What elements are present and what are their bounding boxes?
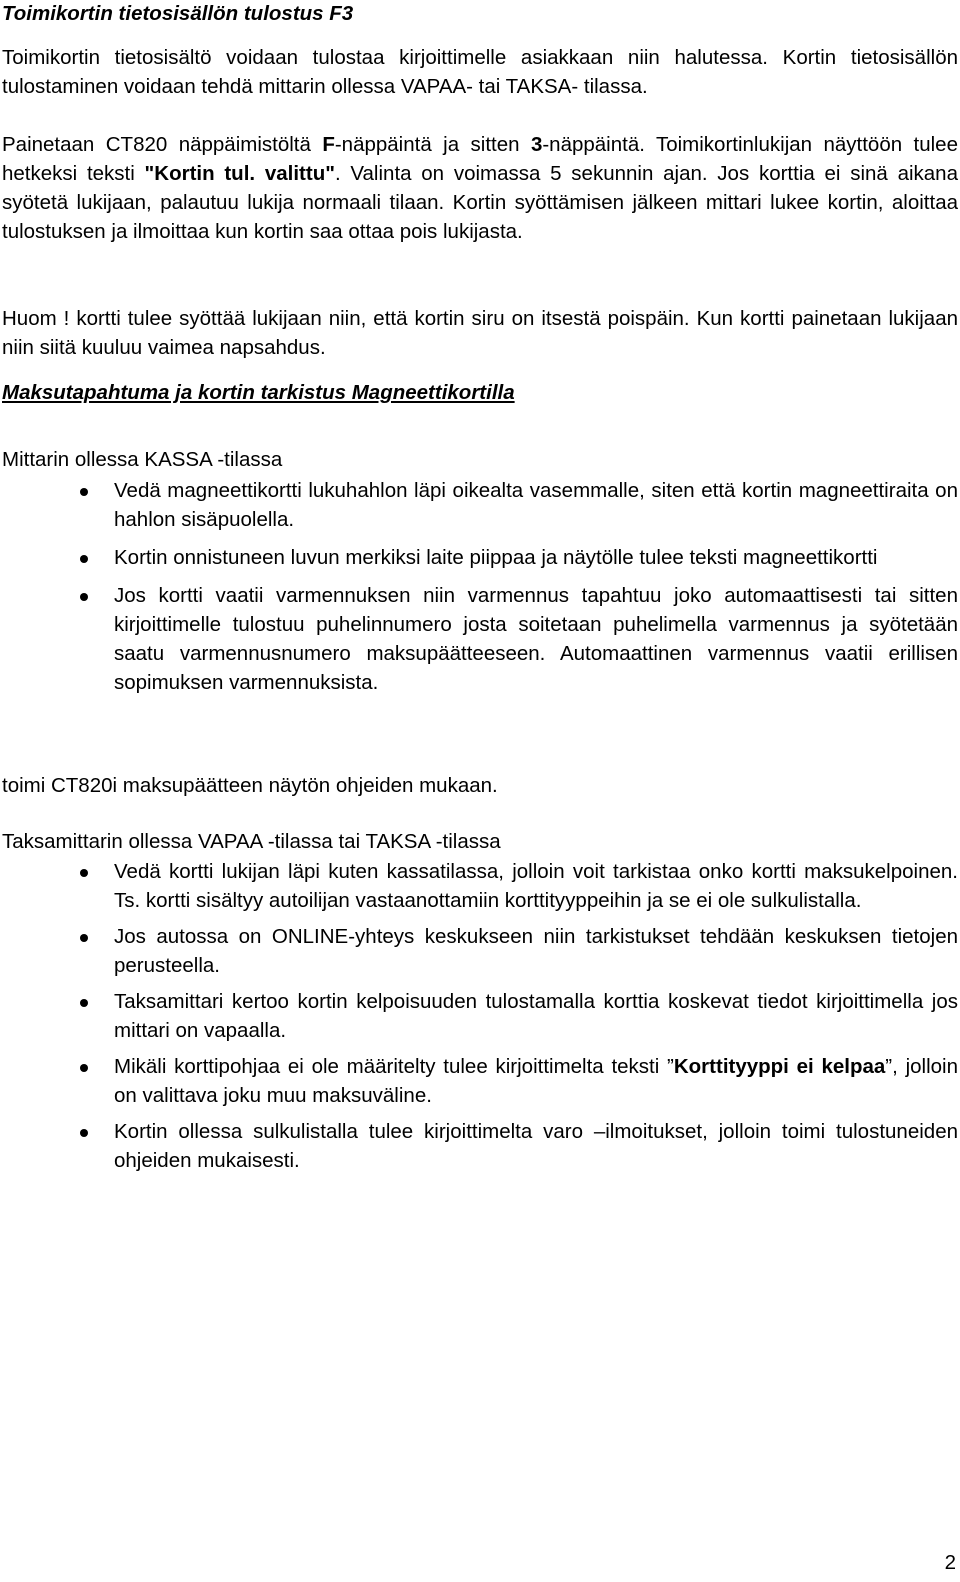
list-item bbox=[0, 581, 958, 697]
list-item bbox=[0, 543, 958, 572]
key-f: F bbox=[322, 133, 335, 156]
bullet-icon bbox=[80, 555, 88, 563]
list-item-text: Jos autossa on ONLINE-yhteys keskukseen niin tarkistukset tehdään keskuksen tietojen perusteella. bbox=[114, 925, 958, 977]
list-item bbox=[0, 1117, 958, 1175]
list-item-text: Vedä magneettikortti lukuhahlon läpi oikealta vasemmalle, siten että kortin magneettiraita on hahlon sisäpuolella. bbox=[114, 479, 958, 531]
bullet-icon bbox=[80, 869, 88, 877]
list-item-text: Jos kortti vaatii varmennuksen niin varmennus tapahtuu joko automaattisesti tai sitten kirjoittimelle tulostuu puhelinnumero josta soitetaan puhelimella varmennus ja syötetään saatu varmennusnumero maksupäätteeseen. Automaattinen varmennus vaatii erillisen sopimuksen varmennuksista. bbox=[114, 584, 958, 694]
kassa-label: Mittarin ollessa KASSA -tilassa bbox=[2, 448, 283, 471]
bullet-icon bbox=[80, 1064, 88, 1072]
kassa-bullet-list bbox=[0, 476, 958, 697]
instructions-paragraph bbox=[2, 130, 958, 246]
instructions-text: . Valinta on voimassa 5 sekunnin ajan. Jos korttia ei sinä aikana syötetä lukijaan, palautuu lukija normaali tilaan. Kortin syöttämisen jälkeen mittari lukee kortin, aloittaa tulostuksen ja ilmoittaa kun kortin saa ottaa pois lukijasta. bbox=[2, 162, 958, 243]
list-item-text: Taksamittari kertoo kortin kelpoisuuden tulostamalla korttia koskevat tiedot kirjoittimella jos mittari on vapaalla. bbox=[114, 990, 958, 1042]
list-item bbox=[0, 476, 958, 534]
bullet-icon bbox=[80, 934, 88, 942]
list-item bbox=[0, 922, 958, 980]
list-item bbox=[0, 857, 958, 915]
list-item bbox=[0, 1052, 958, 1110]
bullet-icon bbox=[80, 999, 88, 1007]
instructions-text: -näppäintä ja sitten bbox=[334, 133, 531, 156]
page-number: 2 bbox=[944, 1551, 956, 1574]
section-title-print: Toimikortin tietosisällön tulostus F3 bbox=[2, 2, 354, 25]
note-paragraph: Huom ! kortti tulee syöttää lukijaan niin, että kortin siru on itsestä poispäin. Kun kortti painetaan lukijaan niin siitä kuuluu vaimea napsahdus. bbox=[2, 307, 958, 359]
key-3: 3 bbox=[530, 133, 543, 156]
list-item-text: Kortin ollessa sulkulistalla tulee kirjoittimelta varo –ilmoitukset, jolloin toimi tulostuneiden ohjeiden mukaisesti. bbox=[114, 1120, 958, 1172]
list-item bbox=[0, 987, 958, 1045]
list-item-text: Kortin onnistuneen luvun merkiksi laite piippaa ja näytölle tulee teksti magneettikortti bbox=[114, 546, 878, 569]
taksa-bullet-list bbox=[0, 857, 958, 1175]
bullet-icon bbox=[80, 488, 88, 496]
intro-paragraph: Toimikortin tietosisältö voidaan tulostaa kirjoittimelle asiakkaan niin halutessa. Kortin tietosisällön tulostaminen voidaan tehdä mittarin ollessa VAPAA- tai TAKSA- tilassa. bbox=[2, 46, 958, 98]
bullet-icon bbox=[80, 1129, 88, 1137]
instructions-text: Painetaan CT820 näppäimistöltä bbox=[2, 133, 323, 156]
toimi-paragraph: toimi CT820i maksupäätteen näytön ohjeiden mukaan. bbox=[2, 774, 498, 797]
bullet-icon bbox=[80, 593, 88, 601]
instructions-text: -näppäintä. Toimikortinlukijan näyttöön tulee hetkeksi teksti bbox=[2, 133, 958, 185]
section-title-magnetic: Maksutapahtuma ja kortin tarkistus Magneettikortilla bbox=[2, 381, 515, 404]
list-item-text: Vedä kortti lukijan läpi kuten kassatilassa, jolloin voit tarkistaa onko kortti maksukelpoinen. Ts. kortti sisältyy autoilijan vastaanottamiin korttityyppeihin ja se ei ole sulkulistalla. bbox=[114, 860, 958, 912]
taksa-label: Taksamittarin ollessa VAPAA -tilassa tai TAKSA -tilassa bbox=[2, 830, 501, 853]
list-item-text: Mikäli korttipohjaa ei ole määritelty tulee kirjoittimelta teksti ” bbox=[114, 1055, 674, 1078]
error-text-bold: Korttityyppi ei kelpaa bbox=[673, 1055, 886, 1078]
display-text-bold: "Kortin tul. valittu" bbox=[144, 162, 335, 185]
list-item-text: ”, jolloin on valittava joku muu maksuväline. bbox=[114, 1055, 958, 1107]
